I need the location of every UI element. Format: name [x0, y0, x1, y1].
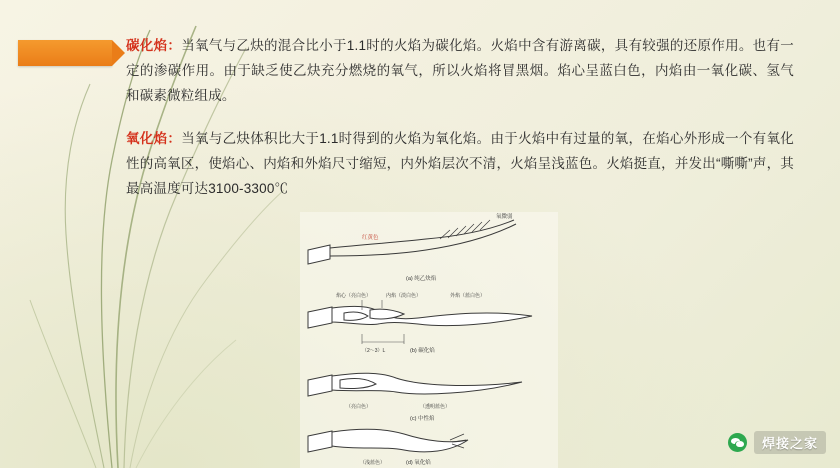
wechat-icon: [728, 433, 747, 452]
label-light-blue: （浅蓝色）: [360, 460, 386, 466]
decorative-orange-tag: [18, 40, 112, 66]
label-weak-oxygen: 氧微弱: [496, 214, 513, 220]
paragraph-oxidizing-flame: [126, 126, 794, 201]
caption-a: (a) 纯乙炔焰: [406, 276, 437, 282]
flame-diagram: [300, 212, 558, 468]
caption-b: (b) 碳化焰: [410, 348, 435, 354]
caption-d: (d) 氧化焰: [406, 460, 431, 466]
label-inner: 内焰（淡白色）: [386, 293, 422, 299]
paragraph-text: 当氧与乙炔体积比大于1.1时得到的火焰为氧化焰。由于火焰中有过量的氧，在焰心外形成一个有氧化性的高氧区，使焰心、内焰和外焰尺寸缩短，内外焰层次不清，火焰呈浅蓝色。火焰挺直，并发出“嘶嘶”声，其最高温度可达3100-3300℃: [126, 131, 794, 196]
paragraph-keyword: 碳化焰：: [126, 38, 182, 53]
paragraph-carburizing-flame: [126, 33, 794, 108]
label-clear-blue: （透明蓝色）: [420, 404, 451, 410]
caption-c: (c) 中性焰: [410, 416, 435, 422]
label-dimension: （2～3）L: [362, 348, 386, 354]
label-bright-white: （亮白色）: [346, 404, 372, 410]
watermark-label: 焊接之家: [754, 431, 826, 454]
label-outer: 外焰（蓝白色）: [450, 293, 486, 299]
watermark-badge: [728, 431, 826, 454]
paragraph-keyword: 氧化焰：: [126, 131, 182, 146]
flame-diagram-svg: [300, 212, 558, 468]
label-red-yellow: 红黄色: [362, 235, 379, 241]
paragraph-text: 当氧气与乙炔的混合比小于1.1时的火焰为碳化焰。火焰中含有游离碳，具有较强的还原作用。也有一定的渗碳作用。由于缺乏使乙炔充分燃烧的氧气，所以火焰将冒黑烟。焰心呈蓝白色，内焰由一氧化碳、氢气和碳素微粒组成。: [126, 38, 794, 103]
label-core: 焰心（亮白色）: [336, 293, 372, 299]
